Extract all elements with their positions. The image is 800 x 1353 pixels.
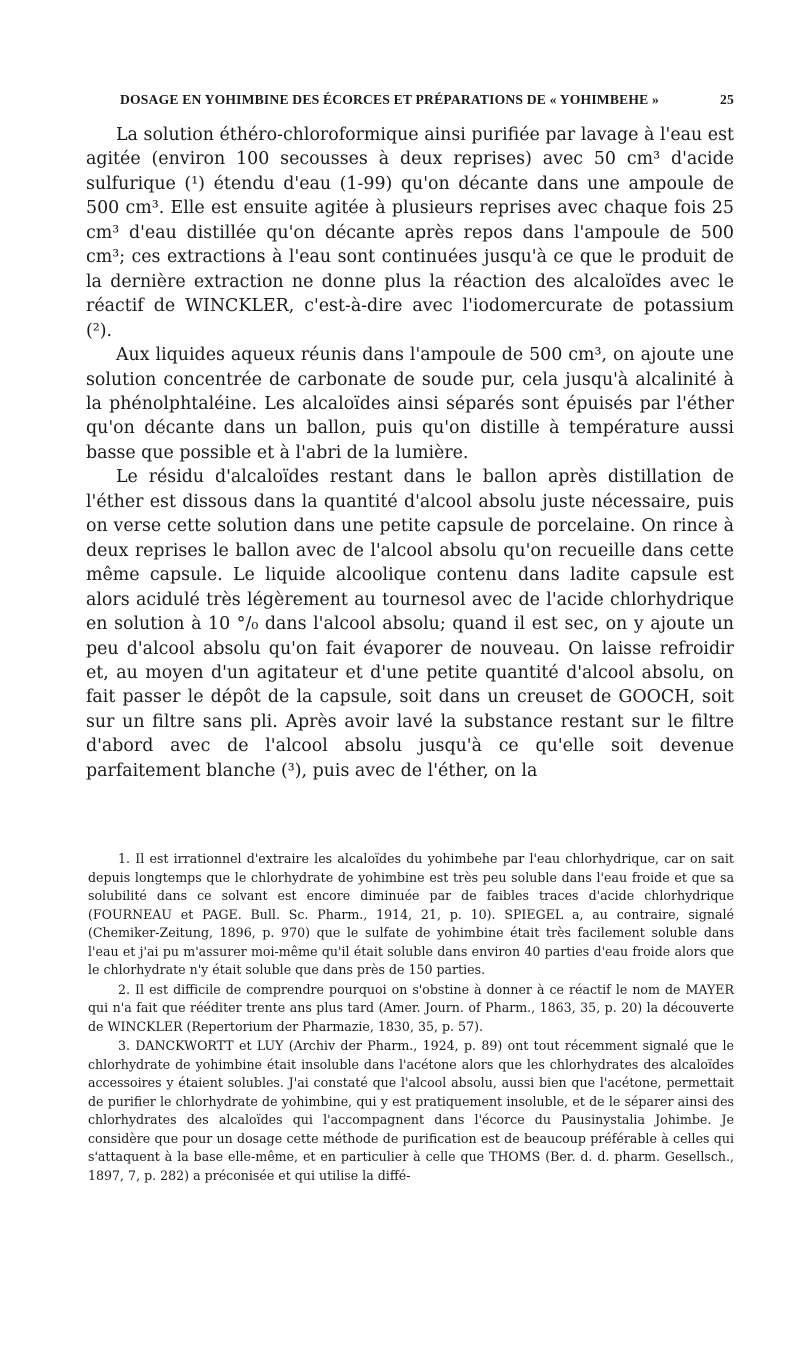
footnote-2: 2. Il est difficile de comprendre pourquoi on s'obstine à donner à ce réactif le nom de MAYER qui n'a fait que rééditer trente ans plus tard (Amer. Journ. of Pharm., 1863, 35, p. 20) la découverte de WINCKLER (Repertorium der Pharmazie, 1830, 35, p. 57). — [88, 981, 734, 1034]
running-head — [88, 92, 734, 116]
body-text — [86, 123, 734, 783]
page-number: 25 — [720, 92, 734, 107]
paragraph-1: La solution éthéro-chloroformique ainsi purifiée par lavage à l'eau est agitée (environ 100 secousses à deux reprises) avec 50 cm³ d'acide sulfurique (¹) étendu d'eau (1-99) qu'on décante dans une ampoule de 500 cm³. Elle est ensuite agitée à plusieurs reprises avec chaque fois 25 cm³ d'eau distillée qu'on décante après repos dans l'ampoule de 500 cm³; ces extractions à l'eau sont continuées jusqu'à ce que le produit de la dernière extraction ne donne plus la réaction des alcaloïdes avec le réactif de WINCKLER, c'est-à-dire avec l'iodomercurate de potassium (²). — [86, 125, 734, 341]
footnotes — [88, 850, 734, 1186]
footnote-3: 3. DANCKWORTT et LUY (Archiv der Pharm., 1924, p. 89) ont tout récemment signalé que le chlorhydrate de yohimbine était insoluble dans l'acétone alors que les chlorhydrates des alcaloïdes accessoires y étaient solubles. J'ai constaté que l'alcool absolu, aussi bien que l'acétone, permettait de purifier le chlorhydrate de yohimbine, qui y est pratiquement insoluble, et de le séparer ainsi des chlorhydrates des alcaloïdes qui l'accompagnent dans l'écorce du Pausinystalia Johimbe. Je considère que pour un dosage cette méthode de purification est de beaucoup préférable à celles qui s'attaquent à la base elle-même, et en particulier à celle que THOMS (Ber. d. d. pharm. Gesellsch., 1897, 7, p. 282) a préconisée et qui utilise la diffé- — [88, 1038, 734, 1183]
paragraph-3: Le résidu d'alcaloïdes restant dans le ballon après distillation de l'éther est dissous dans la quantité d'alcool absolu juste nécessaire, puis on verse cette solution dans une petite capsule de porcelaine. On rince à deux reprises le ballon avec de l'alcool absolu qu'on recueille dans cette même capsule. Le liquide alcoolique contenu dans ladite capsule est alors acidulé très légèrement au tournesol avec de l'acide chlorhydrique en solution à 10 °/₀ dans l'alcool absolu; quand il est sec, on y ajoute un peu d'alcool absolu qu'on fait évaporer de nouveau. On laisse refroidir et, au moyen d'un agitateur et d'une petite quantité d'alcool absolu, on fait passer le dépôt de la capsule, soit dans un creuset de GOOCH, soit sur un filtre sans pli. Après avoir lavé la substance restant sur le filtre d'abord avec de l'alcool absolu jusqu'à ce qu'elle soit devenue parfaitement blanche (³), puis avec de l'éther, on la — [86, 467, 734, 781]
running-title: DOSAGE EN YOHIMBINE DES ÉCORCES ET PRÉPARATIONS DE « YOHIMBEHE » — [120, 92, 660, 107]
footnote-1: 1. Il est irrationnel d'extraire les alcaloïdes du yohimbehe par l'eau chlorhydrique, car on sait depuis longtemps que le chlorhydrate de yohimbine est très peu soluble dans l'eau froide et que sa solubilité dans ce solvant est encore diminuée par de faibles traces d'acide chlorhydrique (FOURNEAU et PAGE. Bull. Sc. Pharm., 1914, 21, p. 10). SPIEGEL a, au contraire, signalé (Chemiker-Zeitung, 1896, p. 970) que le sulfate de yohimbine était très facilement soluble dans l'eau et j'ai pu m'assurer moi-même qu'il était soluble dans environ 40 parties d'eau froide alors que le chlorhydrate n'y était soluble que dans près de 150 parties. — [88, 851, 734, 977]
paragraph-2: Aux liquides aqueux réunis dans l'ampoule de 500 cm³, on ajoute une solution concentrée de carbonate de soude pur, cela jusqu'à alcalinité à la phénolphtaléine. Les alcaloïdes ainsi séparés sont épuisés par l'éther qu'on décante dans un ballon, puis qu'on distille à température aussi basse que possible et à l'abri de la lumière. — [86, 345, 734, 463]
